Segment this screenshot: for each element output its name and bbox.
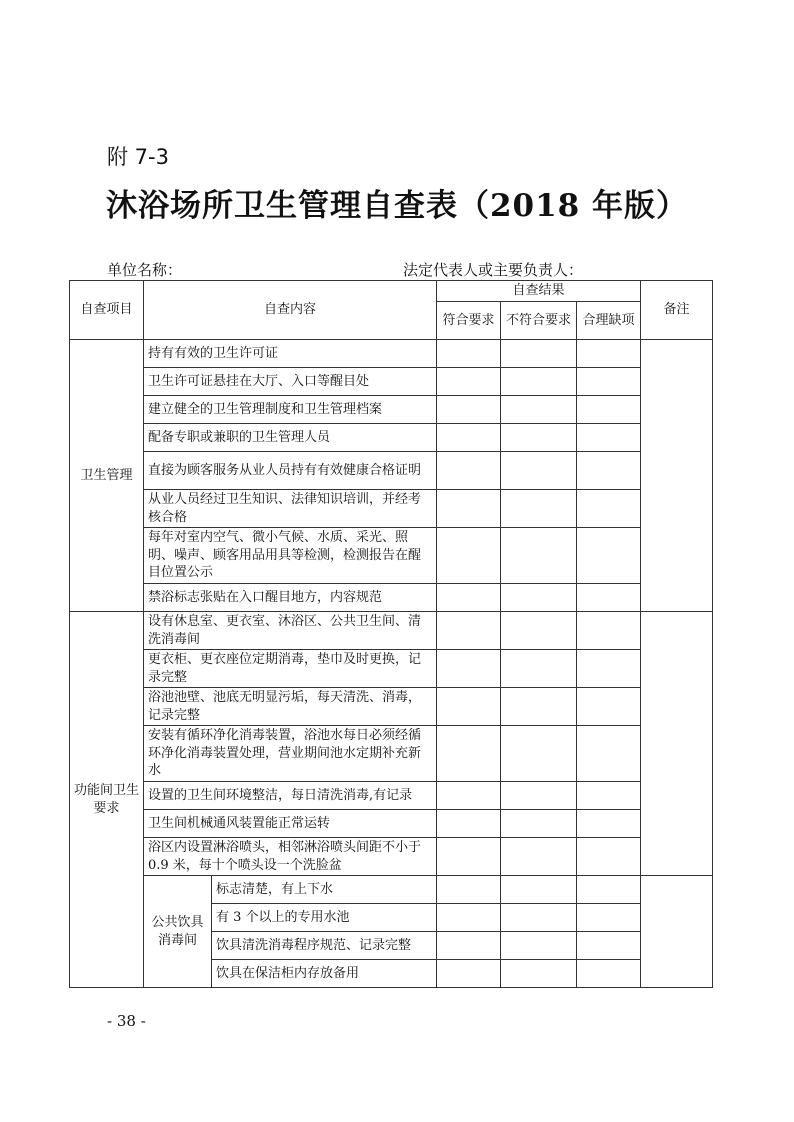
check-content: 更衣柜、更衣座位定期消毒，垫巾及时更换，记录完整 [144, 650, 437, 688]
missing-cell[interactable] [577, 368, 641, 396]
check-content: 禁浴标志张贴在入口醒目地方，内容规范 [144, 584, 437, 612]
missing-cell[interactable] [577, 688, 641, 726]
comply-cell[interactable] [437, 932, 501, 960]
unit-name-label: 单位名称： [107, 261, 183, 279]
missing-cell[interactable] [577, 782, 641, 810]
not-comply-cell[interactable] [501, 368, 577, 396]
header-not-comply: 不符合要求 [501, 302, 577, 340]
check-content: 设有休息室、更衣室、沐浴区、公共卫生间、清洗消毒间 [144, 612, 437, 650]
comply-cell[interactable] [437, 726, 501, 782]
table-row [70, 368, 713, 396]
comply-cell[interactable] [437, 960, 501, 988]
comply-cell[interactable] [437, 688, 501, 726]
header-content: 自查内容 [144, 281, 437, 340]
table-row [70, 688, 713, 726]
not-comply-cell[interactable] [501, 932, 577, 960]
missing-cell[interactable] [577, 340, 641, 368]
header-result: 自查结果 [437, 281, 641, 302]
not-comply-cell[interactable] [501, 782, 577, 810]
comply-cell[interactable] [437, 612, 501, 650]
not-comply-cell[interactable] [501, 810, 577, 838]
table-row [70, 424, 713, 452]
not-comply-cell[interactable] [501, 612, 577, 650]
missing-cell[interactable] [577, 810, 641, 838]
check-content: 卫生间机械通风装置能正常运转 [144, 810, 437, 838]
attachment-label: 附 7-3 [107, 145, 169, 169]
remarks-cell[interactable] [641, 340, 713, 612]
not-comply-cell[interactable] [501, 452, 577, 490]
comply-cell[interactable] [437, 876, 501, 904]
missing-cell[interactable] [577, 876, 641, 904]
missing-cell[interactable] [577, 932, 641, 960]
subsection-label: 公共饮具消毒间 [144, 876, 212, 988]
section-label: 卫生管理 [70, 340, 144, 612]
missing-cell[interactable] [577, 612, 641, 650]
missing-cell[interactable] [577, 490, 641, 528]
comply-cell[interactable] [437, 452, 501, 490]
not-comply-cell[interactable] [501, 584, 577, 612]
table-row [70, 838, 713, 876]
comply-cell[interactable] [437, 490, 501, 528]
check-content: 设置的卫生间环境整洁，每日清洗消毒,有记录 [144, 782, 437, 810]
missing-cell[interactable] [577, 452, 641, 490]
table-row [70, 490, 713, 528]
comply-cell[interactable] [437, 340, 501, 368]
missing-cell[interactable] [577, 650, 641, 688]
not-comply-cell[interactable] [501, 528, 577, 584]
missing-cell[interactable] [577, 838, 641, 876]
comply-cell[interactable] [437, 650, 501, 688]
not-comply-cell[interactable] [501, 490, 577, 528]
page-title: 沐浴场所卫生管理自查表（2018 年版） [105, 188, 689, 224]
missing-cell[interactable] [577, 424, 641, 452]
not-comply-cell[interactable] [501, 340, 577, 368]
check-content: 有 3 个以上的专用水池 [212, 904, 437, 932]
missing-cell[interactable] [577, 528, 641, 584]
header-remarks: 备注 [641, 281, 713, 340]
check-content: 直接为顾客服务从业人员持有有效健康合格证明 [144, 452, 437, 490]
check-content: 每年对室内空气、微小气候、水质、采光、照明、噪声、顾客用品用具等检测，检测报告在醒目位置公示 [144, 528, 437, 584]
missing-cell[interactable] [577, 726, 641, 782]
check-content: 卫生许可证悬挂在大厅、入口等醒目处 [144, 368, 437, 396]
not-comply-cell[interactable] [501, 904, 577, 932]
not-comply-cell[interactable] [501, 396, 577, 424]
comply-cell[interactable] [437, 528, 501, 584]
table-row [70, 396, 713, 424]
comply-cell[interactable] [437, 584, 501, 612]
check-content: 配备专职或兼职的卫生管理人员 [144, 424, 437, 452]
check-content: 建立健全的卫生管理制度和卫生管理档案 [144, 396, 437, 424]
check-content: 浴池池壁、池底无明显污垢，每天清洗、消毒，记录完整 [144, 688, 437, 726]
not-comply-cell[interactable] [501, 876, 577, 904]
comply-cell[interactable] [437, 396, 501, 424]
table-row [70, 612, 713, 650]
header-comply: 符合要求 [437, 302, 501, 340]
check-content: 安装有循环净化消毒装置，浴池水每日必须经循环净化消毒装置处理，营业期间池水定期补充新水 [144, 726, 437, 782]
not-comply-cell[interactable] [501, 960, 577, 988]
table-row [70, 810, 713, 838]
table-row [70, 340, 713, 368]
comply-cell[interactable] [437, 782, 501, 810]
check-content: 浴区内设置淋浴喷头，相邻淋浴喷头间距不小于 0.9 米，每十个喷头设一个洗脸盆 [144, 838, 437, 876]
table-row [70, 528, 713, 584]
table-row [70, 876, 713, 904]
page-number: - 38 - [107, 1012, 146, 1030]
missing-cell[interactable] [577, 396, 641, 424]
not-comply-cell[interactable] [501, 726, 577, 782]
table-row [70, 782, 713, 810]
comply-cell[interactable] [437, 810, 501, 838]
representative-label: 法定代表人或主要负责人： [403, 261, 584, 279]
header-item: 自查项目 [70, 281, 144, 340]
not-comply-cell[interactable] [501, 838, 577, 876]
section-label: 功能间卫生要求 [70, 612, 144, 988]
comply-cell[interactable] [437, 424, 501, 452]
comply-cell[interactable] [437, 368, 501, 396]
not-comply-cell[interactable] [501, 650, 577, 688]
table-row [70, 650, 713, 688]
comply-cell[interactable] [437, 838, 501, 876]
table-row [70, 584, 713, 612]
missing-cell[interactable] [577, 960, 641, 988]
check-content: 持有有效的卫生许可证 [144, 340, 437, 368]
not-comply-cell[interactable] [501, 424, 577, 452]
table-row [70, 726, 713, 782]
check-content: 标志清楚，有上下水 [212, 876, 437, 904]
remarks-cell[interactable] [641, 876, 713, 988]
header-reasonable-missing: 合理缺项 [577, 302, 641, 340]
comply-cell[interactable] [437, 904, 501, 932]
not-comply-cell[interactable] [501, 688, 577, 726]
missing-cell[interactable] [577, 904, 641, 932]
check-content: 饮具在保洁柜内存放备用 [212, 960, 437, 988]
missing-cell[interactable] [577, 584, 641, 612]
remarks-cell[interactable] [641, 612, 713, 876]
self-inspection-table [69, 280, 713, 988]
check-content: 从业人员经过卫生知识、法律知识培训，并经考核合格 [144, 490, 437, 528]
check-content: 饮具清洗消毒程序规范、记录完整 [212, 932, 437, 960]
table-row [70, 452, 713, 490]
